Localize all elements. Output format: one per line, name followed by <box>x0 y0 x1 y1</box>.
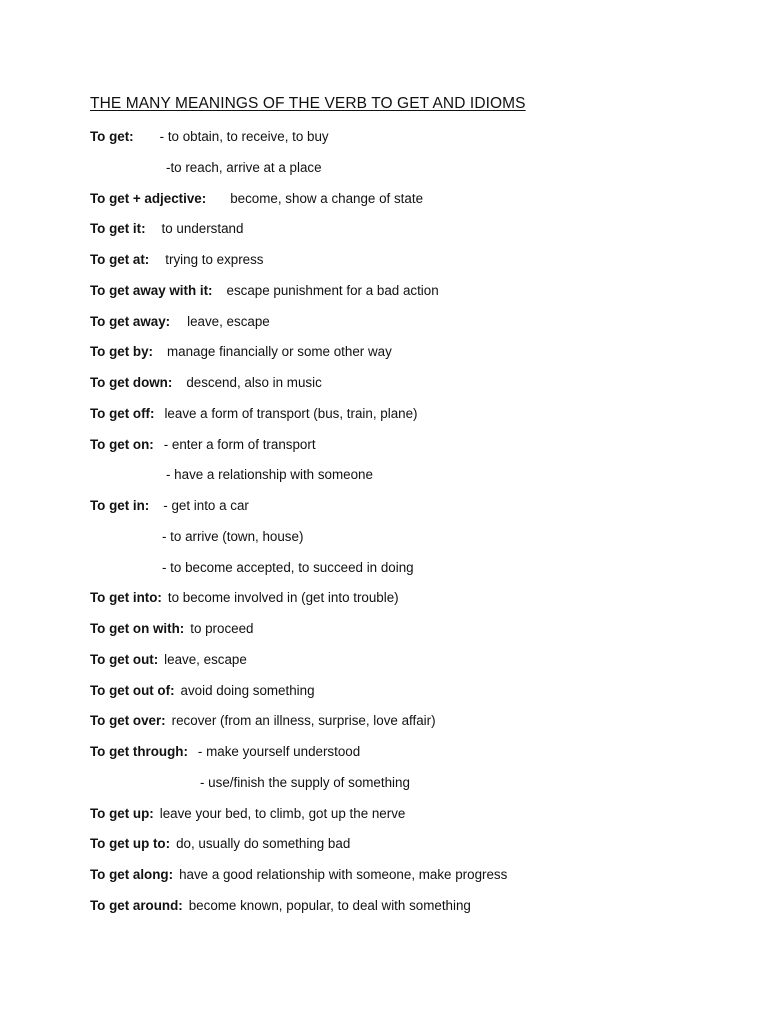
entry-to-get-out <box>90 651 247 669</box>
entry-to-get-up-to <box>90 835 350 853</box>
entry-continuation: - to arrive (town, house) <box>162 529 304 544</box>
entry-definition: have a good relationship with someone, make progress <box>179 867 508 882</box>
entry-to-get-on-with <box>90 620 254 638</box>
entry-to-get <box>90 128 329 146</box>
entry-term: To get into: <box>90 590 162 605</box>
entry-continuation: - have a relationship with someone <box>166 467 373 482</box>
entry-term: To get by: <box>90 344 153 359</box>
entry-term: To get up: <box>90 806 154 821</box>
document-title: THE MANY MEANINGS OF THE VERB TO GET AND IDIOMS <box>90 95 526 112</box>
entry-to-get-on <box>90 436 316 454</box>
entry-to-get-around <box>90 897 471 915</box>
entry-to-get-in <box>90 497 249 515</box>
entry-term: To get out: <box>90 652 159 667</box>
entry-definition: become, show a change of state <box>230 191 424 206</box>
entry-to-get-down <box>90 374 322 392</box>
entry-definition: to proceed <box>190 621 254 636</box>
entry-to-get-through <box>90 743 360 761</box>
entry-term: To get away with it: <box>90 283 213 298</box>
entry-continuation: - to become accepted, to succeed in doing <box>162 560 414 575</box>
entry-term: To get: <box>90 129 134 144</box>
entry-definition: trying to express <box>165 252 264 267</box>
entry-term: To get through: <box>90 744 188 759</box>
entry-term: To get over: <box>90 713 166 728</box>
entry-definition: escape punishment for a bad action <box>226 283 439 298</box>
entry-continuation: -to reach, arrive at a place <box>166 160 322 175</box>
entry-to-get-away <box>90 313 270 331</box>
entry-term: To get off: <box>90 406 155 421</box>
entry-term: To get at: <box>90 252 150 267</box>
entry-term: To get it: <box>90 221 146 236</box>
entry-to-get-out-of <box>90 682 315 700</box>
entry-definition: leave, escape <box>164 652 247 667</box>
entry-definition: do, usually do something bad <box>176 836 351 851</box>
entry-to-get-adjective <box>90 190 423 208</box>
entry-definition: manage financially or some other way <box>166 344 392 359</box>
entry-definition: leave a form of transport (bus, train, plane) <box>164 406 418 421</box>
entry-to-get-by <box>90 343 392 361</box>
entry-to-get-off <box>90 405 418 423</box>
entry-to-get-up <box>90 805 405 823</box>
entry-term: To get + adjective: <box>90 191 207 206</box>
entry-term: To get in: <box>90 498 150 513</box>
entry-term: To get away: <box>90 314 171 329</box>
entry-term: To get on with: <box>90 621 185 636</box>
entry-to-get-away-with-it <box>90 282 439 300</box>
entry-definition: to become involved in (get into trouble) <box>167 590 399 605</box>
entry-definition: - to obtain, to receive, to buy <box>159 129 329 144</box>
entry-term: To get down: <box>90 375 173 390</box>
entry-definition: recover (from an illness, surprise, love affair) <box>171 713 436 728</box>
entry-to-get-into <box>90 589 399 607</box>
entry-to-get-along <box>90 866 507 884</box>
entry-definition: - get into a car <box>163 498 249 513</box>
entry-to-get-it <box>90 220 243 238</box>
entry-definition: - enter a form of transport <box>163 437 316 452</box>
entry-term: To get out of: <box>90 683 175 698</box>
entry-term: To get up to: <box>90 836 171 851</box>
entry-term: To get around: <box>90 898 183 913</box>
entry-definition: leave, escape <box>187 314 270 329</box>
entry-definition: - make yourself understood <box>197 744 361 759</box>
entry-definition: leave your bed, to climb, got up the nerve <box>159 806 406 821</box>
entry-to-get-at <box>90 251 264 269</box>
entry-term: To get along: <box>90 867 174 882</box>
entry-to-get-over <box>90 712 436 730</box>
entry-term: To get on: <box>90 437 154 452</box>
entry-definition: to understand <box>161 221 244 236</box>
entry-definition: avoid doing something <box>180 683 315 698</box>
entry-continuation: - use/finish the supply of something <box>200 775 410 790</box>
entry-definition: become known, popular, to deal with something <box>188 898 471 913</box>
entry-definition: descend, also in music <box>186 375 322 390</box>
